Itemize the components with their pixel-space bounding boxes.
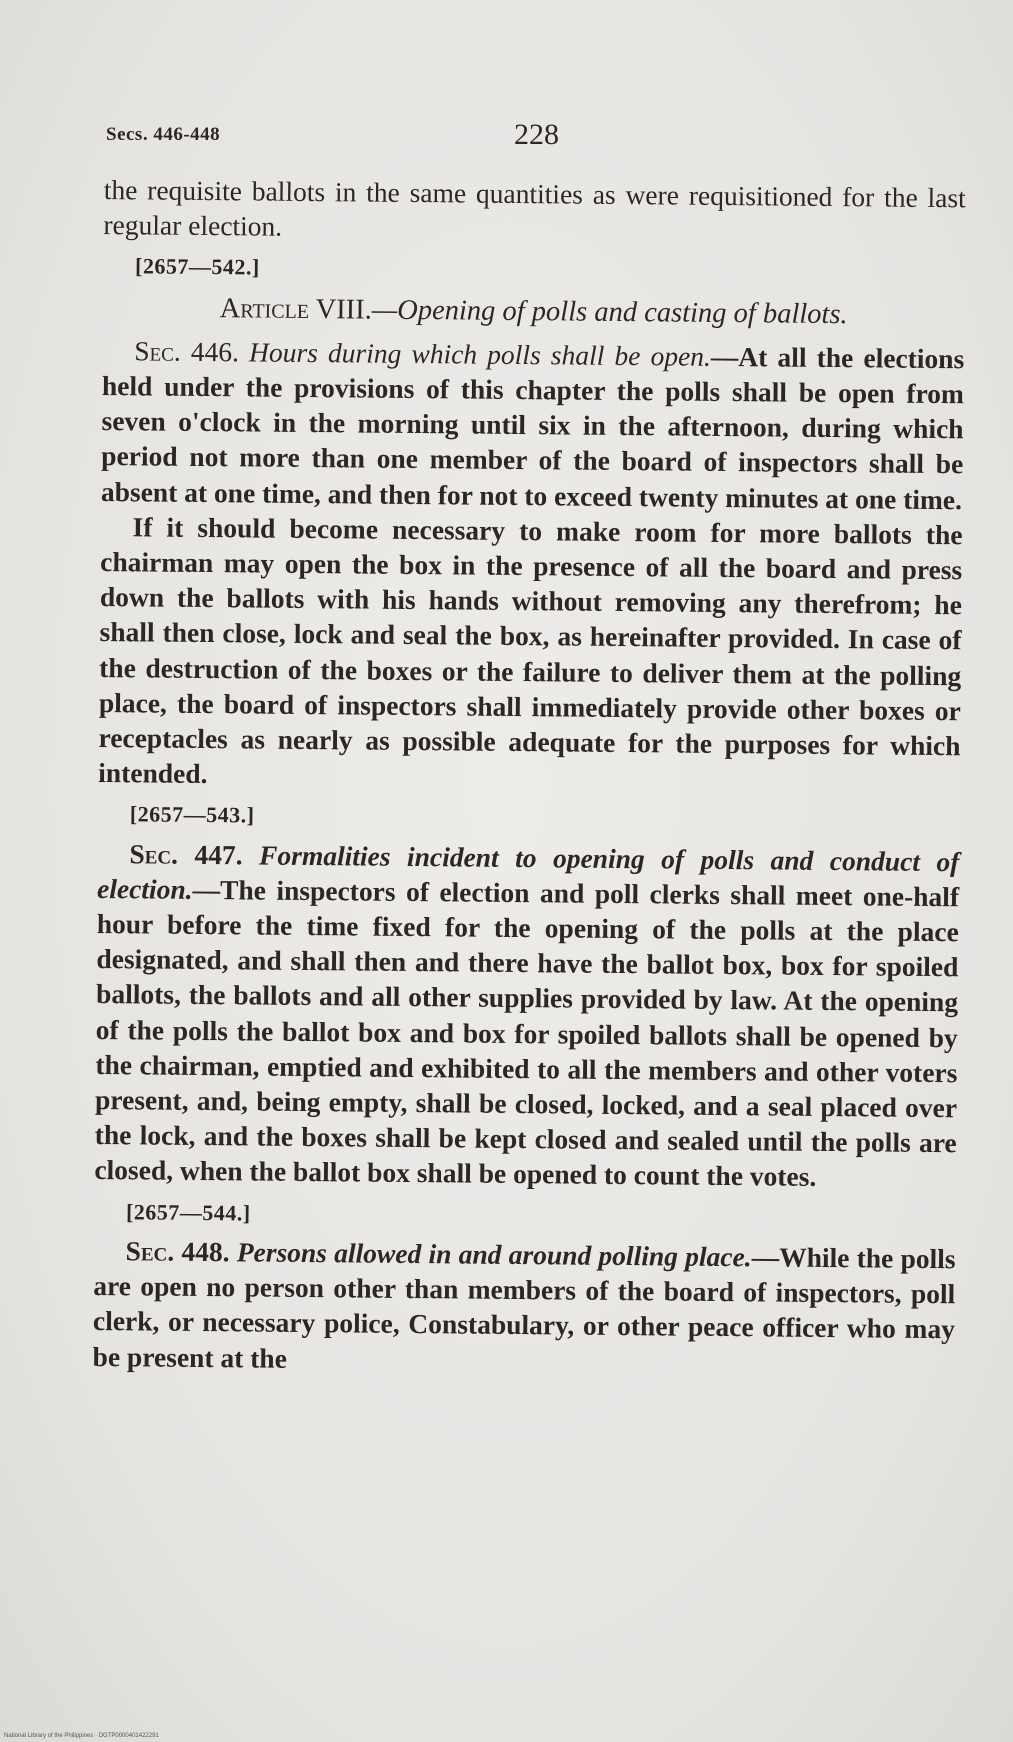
page-header [106,118,966,158]
scan-credit: National Library of the Philippines · DGTP0000401422291 [4,1733,159,1739]
sec-446-number: Sec. 446. [134,335,240,368]
sec-448-text: —While the polls are open no person other than members of the board of inspectors, poll clerk, or necessary police, Constabulary, or other peace officer who may be present at the [92,1241,956,1374]
page-number: 228 [514,118,559,151]
citation-543: [2657—543.] [129,801,255,828]
section-range: Secs. 446-448 [106,124,221,145]
sec-446-title: Hours during which polls shall be open. [248,336,712,372]
page-body [92,172,965,1382]
article-label: Article VIII. [219,292,373,326]
article-title: —Opening of polls and casting of ballots. [371,294,848,330]
section-446 [101,333,965,517]
sec-447-title: Formalities incident to opening of polls and conduct of election. [96,839,960,905]
article-heading [103,290,965,333]
sec-448-title: Persons allowed in and around polling place. [236,1236,752,1273]
citation-542: [2657—542.] [134,253,260,280]
citation-544: [2657—544.] [125,1198,251,1226]
section-448 [92,1233,955,1382]
sec-446-text: —At all the elections held under the provisions of this chapter the polls shall be open from seven o'clock in the morning until six in the afternoon, during which period not more than one member of the board of inspectors shall be absent at one time, and then for not to exceed twenty minutes at one time. [100,340,965,515]
sec-447-text: —The inspectors of election and poll clerks shall meet one-half hour before the time fixed for the opening of the polls at the place designated, and shall then and there have the ballot box, box for spoiled ballots, the ballots and all other supplies provided by law. At the opening of the polls the ballot box and box for spoiled ballots shall be opened by the chairman, emptied and exhibited to all the members and other voters present, and, being empty, shall be closed, locked, and a seal placed over the lock, and the boxes shall be kept closed and sealed until the polls are closed, when the ballot box shall be opened to count the votes. [94,873,960,1193]
sec-446-paragraph-2: If it should become necessary to make room for more ballots the chairman may open the box in the presence of all the board and press down the ballots with his hands without removing any therefrom; he shall then close, lock and seal the box, as hereinafter provided. In case of the destruction of the boxes or the failure to deliver them at the polling place, the board of inspectors shall immediately provide other boxes or receptacles as nearly as possible adequate for the purposes for which intended. [98,511,963,790]
sec-447-number: Sec. 447. [129,837,243,871]
section-447 [94,836,959,1196]
intro-paragraph: the requisite ballots in the same quantities as were requisitioned for the last regular election. [103,173,966,242]
sec-448-number: Sec. 448. [125,1235,230,1268]
